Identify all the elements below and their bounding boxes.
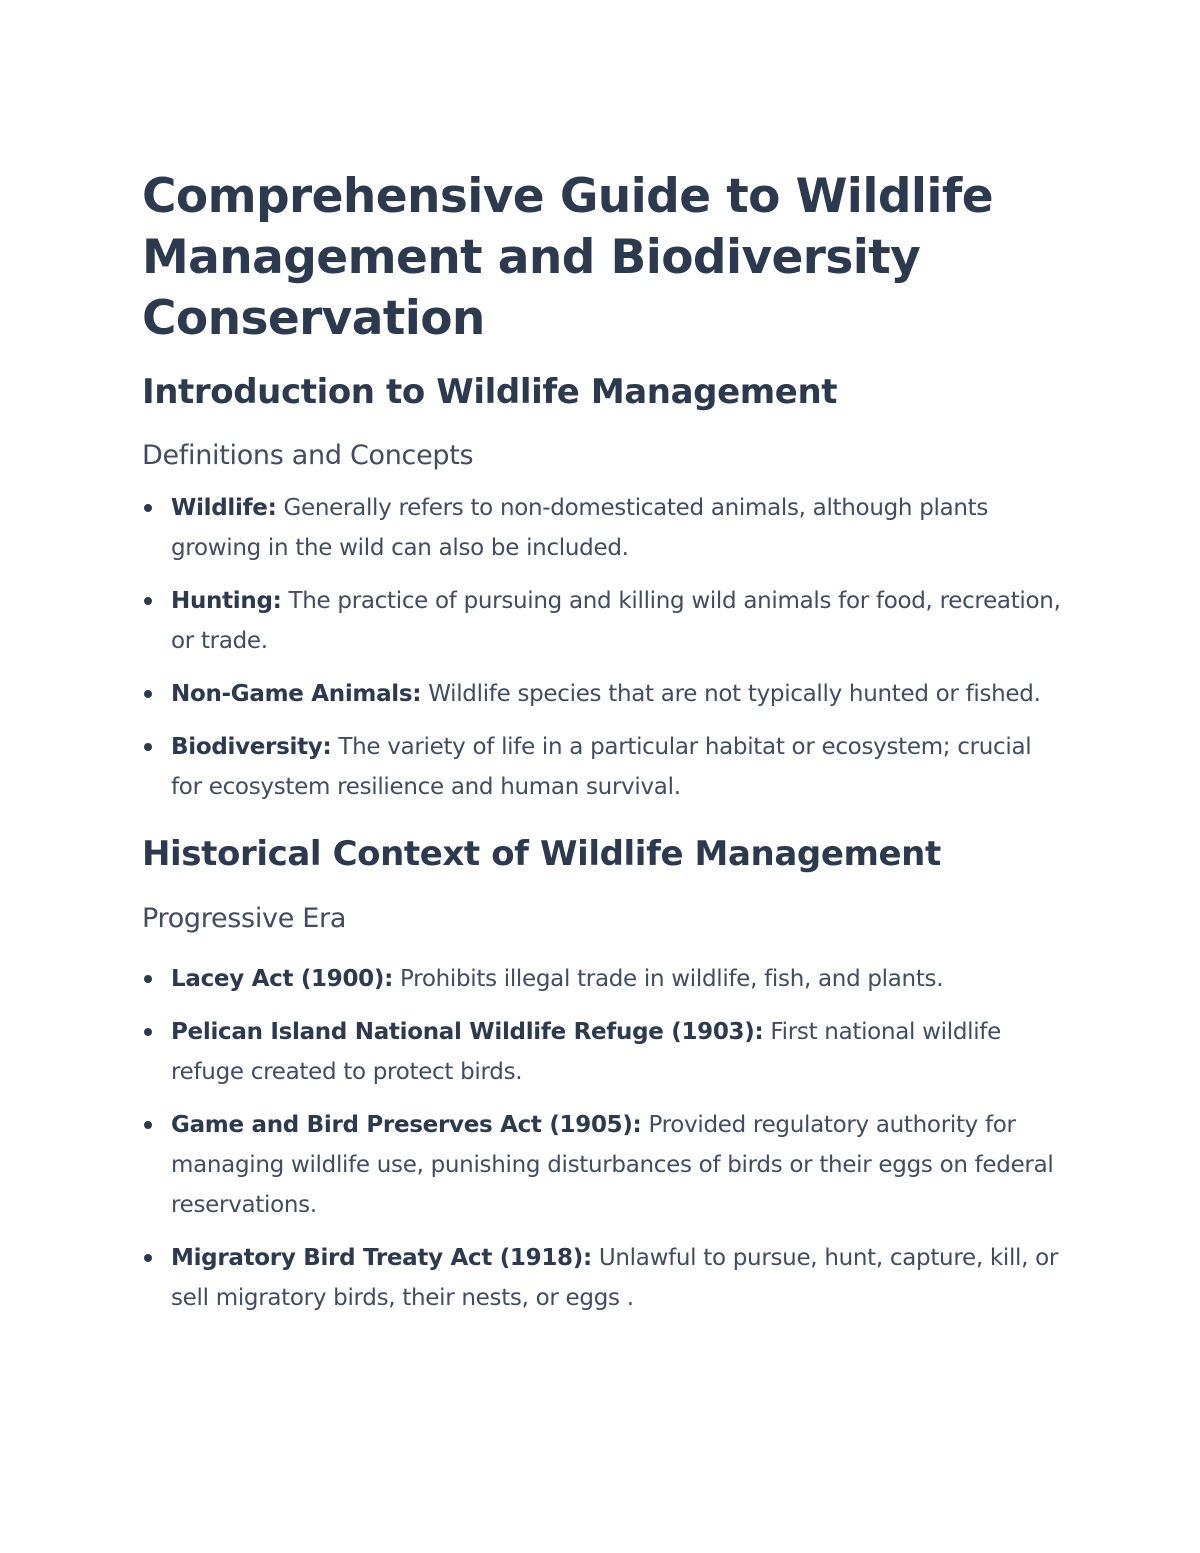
section-heading-historical-context: Historical Context of Wildlife Management — [142, 834, 941, 874]
bullet-icon — [144, 743, 152, 751]
list-item — [142, 1012, 1062, 1092]
list-item-text: First national wildlife refuge created to protect birds. — [171, 1019, 1001, 1085]
bullet-icon — [144, 1121, 152, 1129]
section-heading-introduction: Introduction to Wildlife Management — [142, 372, 838, 412]
list-item-text: Generally refers to non-domesticated animals, although plants growing in the wild can also be included. — [171, 495, 989, 561]
list-item-text: Provided regulatory authority for managing wildlife use, punishing disturbances of birds or their eggs on federal reservations. — [171, 1112, 1054, 1218]
list-item-text: Prohibits illegal trade in wildlife, fish, and plants. — [400, 966, 944, 992]
bullet-icon — [144, 1254, 152, 1262]
list-item — [142, 1105, 1062, 1225]
definitions-list — [142, 488, 1062, 807]
list-item — [142, 674, 1062, 714]
list-item — [142, 488, 1062, 568]
list-item — [142, 1238, 1062, 1318]
list-item-term: Non-Game Animals: — [171, 681, 422, 707]
list-item-term: Biodiversity: — [171, 734, 332, 760]
list-item-term: Migratory Bird Treaty Act (1918): — [171, 1245, 592, 1271]
subheading-definitions: Definitions and Concepts — [142, 440, 474, 471]
list-item-text: The practice of pursuing and killing wild animals for food, recreation, or trade. — [171, 588, 1061, 654]
list-item-term: Game and Bird Preserves Act (1905): — [171, 1112, 642, 1138]
list-item-term: Hunting: — [171, 588, 282, 614]
bullet-icon — [144, 1028, 152, 1036]
document-title: Comprehensive Guide to Wildlife Management and Biodiversity Conservation — [142, 169, 994, 346]
list-item-text: Wildlife species that are not typically hunted or fished. — [428, 681, 1041, 707]
list-item-term: Lacey Act (1900): — [171, 966, 393, 992]
list-item-text: Unlawful to pursue, hunt, capture, kill, or sell migratory birds, their nests, or eggs . — [171, 1245, 1059, 1311]
bullet-icon — [144, 975, 152, 983]
progressive-era-list — [142, 959, 1062, 1318]
document-page — [142, 166, 1062, 1318]
list-item — [142, 959, 1062, 999]
bullet-icon — [144, 690, 152, 698]
list-item — [142, 581, 1062, 661]
subheading-progressive-era: Progressive Era — [142, 903, 347, 934]
list-item — [142, 727, 1062, 807]
bullet-icon — [144, 597, 152, 605]
bullet-icon — [144, 504, 152, 512]
list-item-text: The variety of life in a particular habitat or ecosystem; crucial for ecosystem resilience and human survival. — [171, 734, 1032, 800]
list-item-term: Pelican Island National Wildlife Refuge (1903): — [171, 1019, 764, 1045]
list-item-term: Wildlife: — [171, 495, 277, 521]
